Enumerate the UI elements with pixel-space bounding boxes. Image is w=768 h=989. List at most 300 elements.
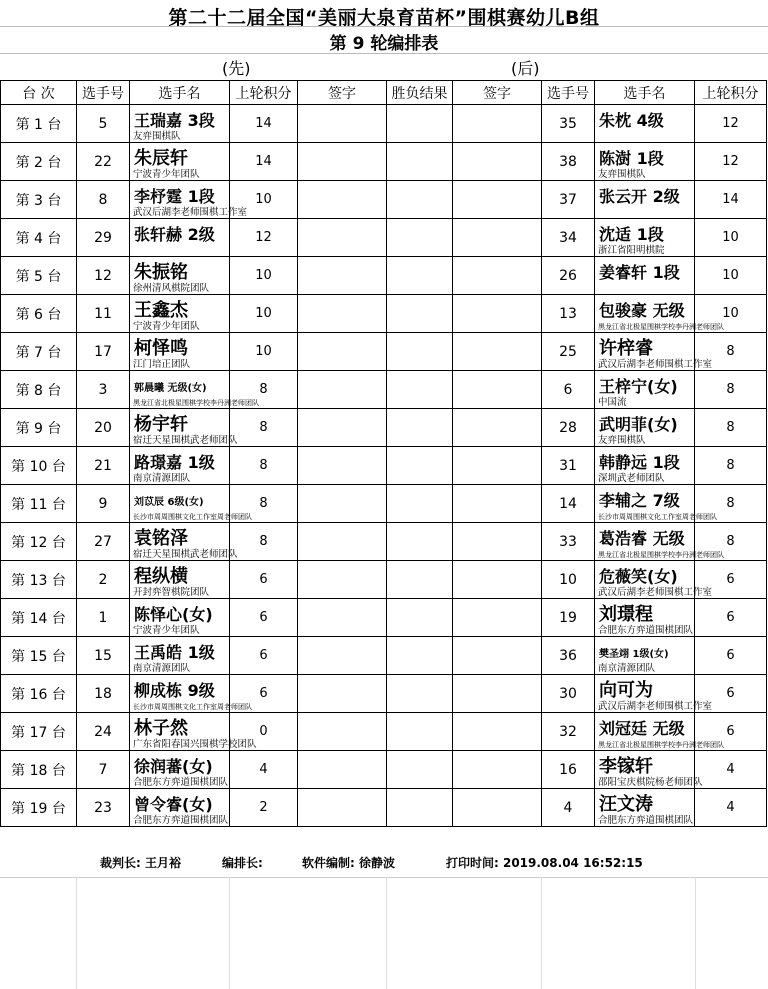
header-player-no-2: 选手号 — [542, 81, 595, 105]
white-player-cell — [595, 143, 695, 181]
black-sign-cell[interactable] — [298, 485, 387, 523]
black-player-team: 南京清源团队 — [133, 473, 191, 484]
black-player-cell — [130, 181, 248, 219]
black-player-no: 21 — [77, 447, 130, 485]
white-player-name: 李镓轩 — [599, 756, 653, 777]
white-sign-cell[interactable] — [453, 523, 542, 561]
black-player-no: 2 — [77, 561, 130, 599]
white-player-name: 危薇笑(女) — [599, 567, 678, 586]
black-player-cell — [130, 637, 230, 675]
white-prev-score: 6 — [695, 637, 767, 675]
white-player-name: 樊圣翊 1级(女) — [599, 649, 669, 660]
result-cell[interactable] — [387, 257, 453, 295]
white-player-name: 姜睿轩 1段 — [599, 263, 680, 282]
result-cell[interactable] — [387, 751, 453, 789]
white-player-name: 朱枕 4级 — [599, 111, 664, 130]
black-player-team: 开封弈智棋院团队 — [133, 587, 210, 598]
black-player-team: 长沙市周周围棋文化工作室周老师团队 — [133, 703, 252, 711]
black-player-cell — [130, 219, 230, 257]
white-sign-cell[interactable] — [453, 713, 542, 751]
white-player-cell — [595, 485, 717, 523]
black-player-cell — [130, 675, 252, 713]
white-player-team: 邵阳宝庆棋院杨老师团队 — [598, 777, 703, 788]
result-cell[interactable] — [387, 561, 453, 599]
white-player-team: 黑龙江省北极星围棋学校李丹洲老师团队 — [598, 741, 724, 749]
white-player-no: 32 — [542, 713, 595, 751]
white-player-cell — [595, 371, 695, 409]
white-prev-score: 6 — [695, 675, 767, 713]
black-prev-score: 8 — [230, 447, 298, 485]
black-player-name: 林子然 — [134, 718, 188, 739]
white-player-cell — [595, 105, 695, 143]
software: 软件编制: 徐静波 — [302, 856, 395, 870]
black-sign-cell[interactable] — [298, 789, 387, 827]
header-table-no: 台 次 — [1, 81, 77, 105]
white-player-cell — [595, 409, 695, 447]
result-cell[interactable] — [387, 409, 453, 447]
white-prev-score: 6 — [695, 599, 767, 637]
black-player-no: 9 — [77, 485, 130, 523]
white-player-team: 黑龙江省北极星围棋学校李丹洲老师团队 — [598, 551, 724, 559]
black-player-cell — [130, 409, 238, 447]
white-sign-cell[interactable] — [453, 599, 542, 637]
arranger: 编排长: — [222, 856, 263, 870]
white-player-no: 34 — [542, 219, 595, 257]
table-number: 第 6 台 — [1, 295, 77, 333]
black-sign-cell[interactable] — [298, 637, 387, 675]
table-number: 第 19 台 — [1, 789, 77, 827]
white-prev-score: 4 — [695, 751, 767, 789]
black-prev-score: 10 — [230, 181, 298, 219]
black-player-cell — [130, 523, 238, 561]
white-prev-score: 4 — [695, 789, 767, 827]
white-player-no: 4 — [542, 789, 595, 827]
black-sign-cell[interactable] — [298, 295, 387, 333]
white-sign-cell[interactable] — [453, 751, 542, 789]
black-player-cell — [130, 257, 230, 295]
table-row — [1, 371, 767, 409]
white-player-no: 36 — [542, 637, 595, 675]
white-prev-score: 12 — [695, 143, 767, 181]
white-prev-score: 8 — [695, 447, 767, 485]
white-player-cell — [595, 789, 695, 827]
white-player-no: 31 — [542, 447, 595, 485]
referee: 裁判长: 王月裕 — [100, 856, 181, 870]
table-number: 第 2 台 — [1, 143, 77, 181]
white-player-name: 汪文涛 — [599, 794, 653, 815]
divider — [0, 26, 768, 27]
black-player-team: 友弈围棋队 — [133, 131, 181, 142]
header-row — [1, 81, 767, 105]
black-player-cell — [130, 105, 230, 143]
white-player-name: 张云开 2级 — [599, 187, 680, 206]
white-player-team: 武汉后湖李老师围棋工作室 — [598, 701, 713, 712]
table-number: 第 5 台 — [1, 257, 77, 295]
black-prev-score: 8 — [230, 485, 298, 523]
table-number: 第 3 台 — [1, 181, 77, 219]
white-player-team: 友弈围棋队 — [598, 435, 646, 446]
black-player-no: 24 — [77, 713, 130, 751]
divider — [0, 877, 768, 878]
black-player-name: 王鑫杰 — [134, 300, 188, 321]
white-player-team: 南京清源团队 — [598, 663, 656, 674]
header-sign-2: 签字 — [453, 81, 542, 105]
black-player-no: 17 — [77, 333, 130, 371]
white-player-cell — [595, 181, 695, 219]
second-move-label: (后) — [511, 59, 540, 78]
result-cell[interactable] — [387, 143, 453, 181]
black-player-cell — [130, 789, 230, 827]
black-sign-cell[interactable] — [298, 447, 387, 485]
result-cell[interactable] — [387, 181, 453, 219]
result-cell[interactable] — [387, 637, 453, 675]
result-cell[interactable] — [387, 599, 453, 637]
table-row — [1, 105, 767, 143]
white-player-cell — [595, 333, 713, 371]
white-player-cell — [595, 219, 695, 257]
result-cell[interactable] — [387, 333, 453, 371]
result-cell[interactable] — [387, 523, 453, 561]
result-cell[interactable] — [387, 447, 453, 485]
white-player-team: 黑龙江省北极星围棋学校李丹洲老师团队 — [598, 323, 724, 331]
black-player-name: 路璟嘉 1级 — [134, 453, 215, 472]
header-player-name: 选手名 — [130, 81, 230, 105]
table-row — [1, 599, 767, 637]
white-prev-score: 8 — [695, 485, 767, 523]
black-player-name: 袁铭泽 — [134, 528, 188, 549]
table-number: 第 9 台 — [1, 409, 77, 447]
white-player-no: 35 — [542, 105, 595, 143]
pairing-table — [0, 80, 767, 827]
black-sign-cell[interactable] — [298, 713, 387, 751]
black-player-team: 宿迁天星围棋武老师团队 — [133, 435, 238, 446]
black-player-team: 武汉后湖李老师围棋工作室 — [133, 207, 248, 218]
white-sign-cell[interactable] — [453, 219, 542, 257]
black-player-cell — [130, 371, 259, 409]
white-player-team: 合肥东方弈道围棋团队 — [598, 815, 694, 826]
black-player-cell — [130, 485, 252, 523]
title-line-1: 第二十二届全国“美丽大泉育苗杯”围棋赛幼儿B组 — [168, 7, 600, 29]
black-prev-score: 12 — [230, 219, 298, 257]
white-player-name: 王梓宁(女) — [599, 377, 678, 396]
table-number: 第 14 台 — [1, 599, 77, 637]
header-sign: 签字 — [298, 81, 387, 105]
table-number: 第 13 台 — [1, 561, 77, 599]
white-player-no: 6 — [542, 371, 595, 409]
black-sign-cell[interactable] — [298, 675, 387, 713]
white-player-no: 25 — [542, 333, 595, 371]
black-player-no: 18 — [77, 675, 130, 713]
black-prev-score: 14 — [230, 143, 298, 181]
black-player-no: 29 — [77, 219, 130, 257]
white-player-cell — [595, 295, 724, 333]
white-player-name: 刘璟程 — [599, 604, 653, 625]
table-row — [1, 409, 767, 447]
table-number: 第 8 台 — [1, 371, 77, 409]
result-cell[interactable] — [387, 485, 453, 523]
table-row — [1, 713, 767, 751]
black-prev-score: 14 — [230, 105, 298, 143]
white-sign-cell[interactable] — [453, 485, 542, 523]
white-prev-score: 10 — [695, 295, 767, 333]
result-cell[interactable] — [387, 295, 453, 333]
black-player-name: 刘苡辰 6级(女) — [134, 497, 204, 508]
first-move-label: (先) — [222, 59, 251, 78]
white-sign-cell[interactable] — [453, 637, 542, 675]
black-prev-score: 6 — [230, 561, 298, 599]
black-player-team: 南京清源团队 — [133, 663, 191, 674]
white-player-cell — [595, 561, 713, 599]
black-sign-cell[interactable] — [298, 181, 387, 219]
white-sign-cell[interactable] — [453, 181, 542, 219]
black-sign-cell[interactable] — [298, 105, 387, 143]
black-player-name: 程纵横 — [134, 566, 188, 587]
table-row — [1, 751, 767, 789]
black-player-team: 江门培正团队 — [133, 359, 191, 370]
white-player-no: 19 — [542, 599, 595, 637]
black-player-no: 5 — [77, 105, 130, 143]
white-player-name: 包骏豪 无级 — [599, 301, 685, 320]
table-number: 第 12 台 — [1, 523, 77, 561]
black-player-name: 柳成栋 9级 — [134, 681, 215, 700]
grid-line — [386, 877, 387, 989]
white-player-cell — [595, 675, 713, 713]
table-number: 第 15 台 — [1, 637, 77, 675]
white-player-cell — [595, 637, 695, 675]
white-player-name: 许梓睿 — [599, 338, 653, 359]
black-player-no: 23 — [77, 789, 130, 827]
header-prev-score-2: 上轮积分 — [695, 81, 767, 105]
white-player-team: 深圳武老师团队 — [598, 473, 665, 484]
result-cell[interactable] — [387, 713, 453, 751]
white-player-team: 武汉后湖李老师围棋工作室 — [598, 359, 713, 370]
table-number: 第 18 台 — [1, 751, 77, 789]
white-prev-score: 8 — [695, 409, 767, 447]
white-player-cell — [595, 599, 695, 637]
black-player-cell — [130, 599, 230, 637]
black-prev-score: 6 — [230, 675, 298, 713]
white-sign-cell[interactable] — [453, 143, 542, 181]
white-player-name: 刘冠廷 无级 — [599, 719, 685, 738]
white-player-team: 合肥东方弈道围棋团队 — [598, 625, 694, 636]
white-prev-score: 14 — [695, 181, 767, 219]
table-row — [1, 181, 767, 219]
table-number: 第 11 台 — [1, 485, 77, 523]
white-sign-cell[interactable] — [453, 561, 542, 599]
black-sign-cell[interactable] — [298, 333, 387, 371]
white-player-team: 武汉后湖李老师围棋工作室 — [598, 587, 713, 598]
result-cell[interactable] — [387, 105, 453, 143]
black-player-cell — [130, 751, 230, 789]
header-prev-score: 上轮积分 — [230, 81, 298, 105]
white-player-name: 李辅之 7级 — [599, 491, 680, 510]
white-player-no: 26 — [542, 257, 595, 295]
white-player-no: 28 — [542, 409, 595, 447]
white-player-name: 向可为 — [599, 680, 653, 701]
grid-line — [695, 877, 696, 989]
table-number: 第 10 台 — [1, 447, 77, 485]
white-player-cell — [595, 523, 724, 561]
grid-line — [229, 877, 230, 989]
divider — [0, 53, 768, 54]
black-player-no: 15 — [77, 637, 130, 675]
black-sign-cell[interactable] — [298, 561, 387, 599]
black-sign-cell[interactable] — [298, 409, 387, 447]
result-cell[interactable] — [387, 789, 453, 827]
white-player-team: 长沙市周周围棋文化工作室周老师团队 — [598, 513, 717, 521]
white-player-no: 33 — [542, 523, 595, 561]
black-player-no: 11 — [77, 295, 130, 333]
table-row — [1, 637, 767, 675]
white-prev-score: 8 — [695, 371, 767, 409]
black-player-cell — [130, 295, 230, 333]
table-number: 第 1 台 — [1, 105, 77, 143]
table-row — [1, 295, 767, 333]
white-player-cell — [595, 447, 695, 485]
table-number: 第 16 台 — [1, 675, 77, 713]
black-player-team: 长沙市周周围棋文化工作室周老师团队 — [133, 513, 252, 521]
white-prev-score: 10 — [695, 219, 767, 257]
white-player-no: 37 — [542, 181, 595, 219]
black-prev-score: 6 — [230, 599, 298, 637]
black-player-team: 宁波青少年团队 — [133, 625, 200, 636]
title-line-2: 第 9 轮编排表 — [329, 34, 439, 54]
white-prev-score: 12 — [695, 105, 767, 143]
header-player-name-2: 选手名 — [595, 81, 695, 105]
black-prev-score: 2 — [230, 789, 298, 827]
black-player-name: 李杼霆 1段 — [134, 187, 215, 206]
result-cell[interactable] — [387, 675, 453, 713]
white-prev-score: 8 — [695, 333, 767, 371]
black-sign-cell[interactable] — [298, 599, 387, 637]
black-player-name: 朱辰轩 — [134, 148, 188, 169]
table-row — [1, 333, 767, 371]
black-player-name: 陈怿心(女) — [134, 605, 213, 624]
black-player-team: 宁波青少年团队 — [133, 169, 200, 180]
black-player-no: 7 — [77, 751, 130, 789]
black-player-no: 3 — [77, 371, 130, 409]
white-player-no: 14 — [542, 485, 595, 523]
white-sign-cell[interactable] — [453, 447, 542, 485]
white-sign-cell[interactable] — [453, 333, 542, 371]
black-player-name: 朱振铭 — [134, 262, 188, 283]
black-prev-score: 0 — [230, 713, 298, 751]
table-number: 第 17 台 — [1, 713, 77, 751]
black-prev-score: 4 — [230, 751, 298, 789]
white-sign-cell[interactable] — [453, 409, 542, 447]
black-player-team: 徐州清风棋院团队 — [133, 283, 210, 294]
black-prev-score: 8 — [230, 523, 298, 561]
black-player-cell — [130, 447, 230, 485]
black-prev-score: 8 — [230, 409, 298, 447]
black-player-no: 27 — [77, 523, 130, 561]
white-player-team: 友弈围棋队 — [598, 169, 646, 180]
black-player-team: 广东省阳春国兴围棋学校团队 — [133, 739, 257, 750]
white-prev-score: 8 — [695, 523, 767, 561]
black-player-cell — [130, 561, 230, 599]
black-sign-cell[interactable] — [298, 523, 387, 561]
black-player-no: 1 — [77, 599, 130, 637]
white-sign-cell[interactable] — [453, 371, 542, 409]
black-player-name: 郭晨曦 无级(女) — [134, 383, 207, 394]
black-sign-cell[interactable] — [298, 371, 387, 409]
black-player-team: 宿迁天星围棋武老师团队 — [133, 549, 238, 560]
table-row — [1, 561, 767, 599]
white-prev-score: 10 — [695, 257, 767, 295]
white-player-cell — [595, 257, 695, 295]
black-player-cell — [130, 333, 230, 371]
black-sign-cell[interactable] — [298, 257, 387, 295]
black-prev-score: 6 — [230, 637, 298, 675]
black-prev-score: 10 — [230, 257, 298, 295]
table-row — [1, 485, 767, 523]
black-player-team: 合肥东方弈道围棋团队 — [133, 815, 229, 826]
black-player-name: 王禹皓 1级 — [134, 643, 215, 662]
table-row — [1, 675, 767, 713]
table-row — [1, 257, 767, 295]
table-number: 第 4 台 — [1, 219, 77, 257]
black-player-name: 杨宇轩 — [134, 414, 188, 435]
white-player-name: 陈澍 1段 — [599, 149, 664, 168]
black-sign-cell[interactable] — [298, 219, 387, 257]
result-cell[interactable] — [387, 219, 453, 257]
grid-line — [76, 877, 77, 989]
white-player-name: 武明菲(女) — [599, 415, 678, 434]
table-row — [1, 523, 767, 561]
print-time: 打印时间: 2019.08.04 16:52:15 — [446, 856, 643, 870]
black-player-team: 合肥东方弈道围棋团队 — [133, 777, 229, 788]
white-player-no: 30 — [542, 675, 595, 713]
black-sign-cell[interactable] — [298, 143, 387, 181]
black-player-no: 20 — [77, 409, 130, 447]
black-player-cell — [130, 713, 257, 751]
white-prev-score: 6 — [695, 713, 767, 751]
white-player-no: 10 — [542, 561, 595, 599]
white-prev-score: 6 — [695, 561, 767, 599]
black-sign-cell[interactable] — [298, 751, 387, 789]
black-player-no: 12 — [77, 257, 130, 295]
white-player-name: 沈适 1段 — [599, 225, 664, 244]
white-player-cell — [595, 713, 724, 751]
white-sign-cell[interactable] — [453, 789, 542, 827]
white-player-name: 韩静远 1段 — [599, 453, 680, 472]
header-player-no: 选手号 — [77, 81, 130, 105]
black-player-name: 徐润蕃(女) — [134, 757, 213, 776]
black-player-name: 张轩赫 2级 — [134, 225, 215, 244]
white-player-no: 13 — [542, 295, 595, 333]
result-cell[interactable] — [387, 371, 453, 409]
table-row — [1, 447, 767, 485]
black-prev-score: 8 — [230, 371, 298, 409]
black-player-cell — [130, 143, 230, 181]
table-row — [1, 219, 767, 257]
black-player-no: 22 — [77, 143, 130, 181]
table-row — [1, 789, 767, 827]
header-result: 胜负结果 — [387, 81, 453, 105]
white-player-no: 16 — [542, 751, 595, 789]
white-player-team: 中国流 — [598, 397, 627, 408]
white-sign-cell[interactable] — [453, 105, 542, 143]
grid-line — [541, 877, 542, 989]
white-player-name: 葛浩睿 无级 — [599, 529, 685, 548]
white-sign-cell[interactable] — [453, 257, 542, 295]
table-number: 第 7 台 — [1, 333, 77, 371]
black-player-no: 8 — [77, 181, 130, 219]
white-sign-cell[interactable] — [453, 295, 542, 333]
white-sign-cell[interactable] — [453, 675, 542, 713]
black-player-name: 曾令睿(女) — [134, 795, 213, 814]
black-prev-score: 10 — [230, 295, 298, 333]
